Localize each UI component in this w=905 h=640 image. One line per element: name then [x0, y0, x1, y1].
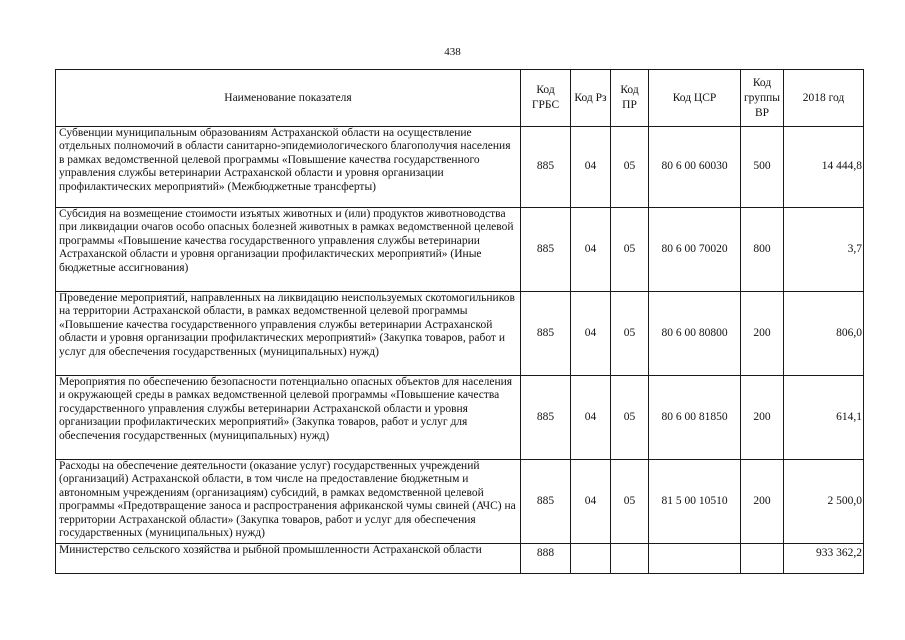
row-pr: 05: [611, 208, 649, 292]
header-name: Наименование показателя: [56, 70, 521, 127]
row-pr: 05: [611, 376, 649, 460]
row-vr: 500: [741, 127, 784, 208]
row-amount: 614,1: [784, 376, 864, 460]
header-csr: Код ЦСР: [649, 70, 741, 127]
row-pr: [611, 544, 649, 574]
header-grbs: Код ГРБС: [521, 70, 571, 127]
row-amount: 14 444,8: [784, 127, 864, 208]
table-header-row: [56, 70, 864, 127]
row-grbs: 888: [521, 544, 571, 574]
row-name: Расходы на обеспечение деятельности (оказание услуг) государственных учреждений (организаций) Астраханской области, в том числе на предоставление бюджетным и автономным учреждениям (организациям) субсидий, в рамках ведомственной целевой программы «Предотвращение заноса и распространения африканской чумы свиней (АЧС) на территории Астраханской области» (Закупка товаров, работ и услуг для обеспечения государственных (муниципальных) нужд): [56, 460, 521, 544]
row-name: Мероприятия по обеспечению безопасности потенциально опасных объектов для населения и окружающей среды в рамках ведомственной целевой программы «Повышение качества государственного управления службы ветеринарии Астраханской области и уровня организации профилактических мероприятий» (Закупка товаров, работ и услуг для обеспечения государственных (муниципальных) нужд): [56, 376, 521, 460]
row-csr: 80 6 00 70020: [649, 208, 741, 292]
row-rz: 04: [571, 292, 611, 376]
row-amount: 3,7: [784, 208, 864, 292]
header-vr: Код группы ВР: [741, 70, 784, 127]
table-row: [56, 376, 864, 460]
row-grbs: 885: [521, 208, 571, 292]
row-vr: 200: [741, 460, 784, 544]
row-vr: 800: [741, 208, 784, 292]
row-csr: 81 5 00 10510: [649, 460, 741, 544]
page-number: 438: [444, 46, 461, 58]
table-row: [56, 460, 864, 544]
budget-table: [55, 69, 864, 574]
row-pr: 05: [611, 127, 649, 208]
row-pr: 05: [611, 460, 649, 544]
row-grbs: 885: [521, 376, 571, 460]
row-name: Субсидия на возмещение стоимости изъятых животных и (или) продуктов животноводства при ликвидации очагов особо опасных болезней животных в рамках ведомственной целевой программы «Повышение качества государственного управления службы ветеринарии Астраханской области и уровня организации профилактических мероприятий» (Иные бюджетные ассигнования): [56, 208, 521, 292]
row-csr: 80 6 00 60030: [649, 127, 741, 208]
row-rz: 04: [571, 460, 611, 544]
row-grbs: 885: [521, 127, 571, 208]
row-pr: 05: [611, 292, 649, 376]
header-pr: Код ПР: [611, 70, 649, 127]
row-amount: 2 500,0: [784, 460, 864, 544]
row-vr: 200: [741, 292, 784, 376]
row-rz: 04: [571, 208, 611, 292]
table-row: [56, 292, 864, 376]
row-name: Проведение мероприятий, направленных на ликвидацию неиспользуемых скотомогильников на территории Астраханской области, в рамках ведомственной целевой программы «Повышение качества государственного управления службы ветеринарии Астраханской области и уровня организации профилактических мероприятий» (Закупка товаров, работ и услуг для обеспечения государственных (муниципальных) нужд): [56, 292, 521, 376]
row-vr: 200: [741, 376, 784, 460]
row-rz: 04: [571, 376, 611, 460]
header-year: 2018 год: [784, 70, 864, 127]
table-row: [56, 208, 864, 292]
row-csr: [649, 544, 741, 574]
row-grbs: 885: [521, 292, 571, 376]
table-row: [56, 544, 864, 574]
row-grbs: 885: [521, 460, 571, 544]
row-vr: [741, 544, 784, 574]
row-csr: 80 6 00 80800: [649, 292, 741, 376]
row-amount: 933 362,2: [784, 544, 864, 574]
row-rz: [571, 544, 611, 574]
row-amount: 806,0: [784, 292, 864, 376]
table-row: [56, 127, 864, 208]
row-rz: 04: [571, 127, 611, 208]
row-name: Субвенции муниципальным образованиям Астраханской области на осуществление отдельных полномочий в области санитарно-эпидемиологического благополучия населения в рамках ведомственной целевой программы «Повышение качества государственного управления службы ветеринарии Астраханской области и уровня организации профилактических мероприятий» (Межбюджетные трансферты): [56, 127, 521, 208]
row-csr: 80 6 00 81850: [649, 376, 741, 460]
row-name: Министерство сельского хозяйства и рыбной промышленности Астраханской области: [56, 544, 521, 574]
header-rz: Код Рз: [571, 70, 611, 127]
